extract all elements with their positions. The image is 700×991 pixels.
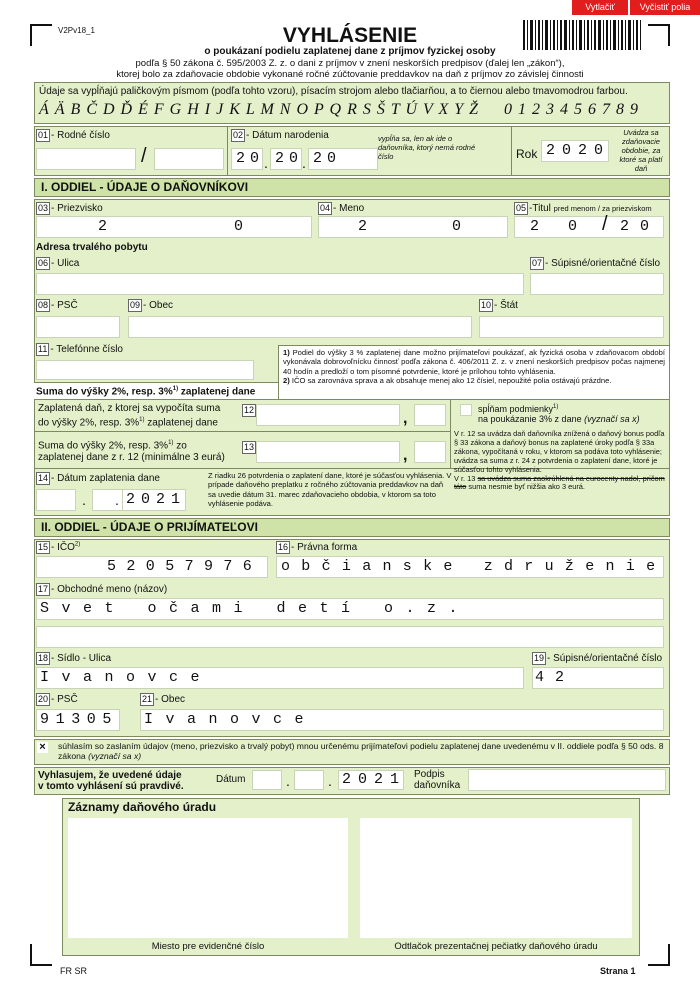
footer-left: FR SR [60,966,87,976]
digit: 2 [126,491,136,508]
conditions-label [478,402,640,424]
decimal-comma: , [403,447,408,464]
intro-line: ktorej bolo za zdaňovacie obdobie vykonané ročné zúčtovanie preddavkov na daň z príjmov zo závislej činnosti [116,69,584,80]
consent-checkbox[interactable]: × [37,742,48,753]
registration-number-area [68,818,348,938]
label-line: Zaplatená daň, z ktorej sa vypočíta suma [38,403,221,414]
char: s [402,558,412,575]
char: 5 [107,558,117,575]
title-sublabel: pred menom / za priezviskom [553,204,652,213]
field-num-03: 03 [38,203,49,213]
consent-label: súhlasím so zaslaním údajov (meno, priezvisko a trvalý pobyt) mnou určenému prijímateľovi podielu zaplatenej dane uvedenému v II. oddiele podľa § 50 ods. 8 zákona [58,741,664,761]
digit: 2 [313,150,323,167]
tax-year-hint: Uvádza sa zdaňovacie obdobie, za ktoré sa platí daň [619,128,663,173]
corner-mark [648,944,670,966]
municipality-label: - Obec [143,300,174,311]
consent-text [58,741,666,761]
birth-date-label: - Dátum narodenia [246,130,329,141]
digit: 0 [141,491,151,508]
note-marker: 2) [283,376,290,386]
char: . [448,600,458,617]
seat-municipality-label: - Obec [155,694,186,705]
digit: 0 [640,218,650,235]
char: S [40,600,50,617]
char: 5 [102,711,112,728]
char: d [504,558,514,575]
decimal-comma: , [403,410,408,427]
char: . [405,600,415,617]
char: 2 [555,669,565,686]
intro-line: podľa § 50 zákona č. 595/2003 Z. z. o dani z príjmov v znení neskorších predpisov (ďalej len „zákon“), [135,58,565,69]
dot: . [286,773,290,789]
payment-date-label: - Dátum zaplatenia dane [51,473,160,484]
char: 9 [40,711,50,728]
char: n [605,558,615,575]
digit: 0 [250,150,260,167]
digit: 0 [568,218,578,235]
char: n [208,711,218,728]
char: a [83,669,93,686]
print-button[interactable]: Vytlačiť [572,0,628,15]
char: e [443,558,453,575]
dot: . [115,492,119,508]
sum-amount-cents-input[interactable] [414,441,446,463]
field-num-14: 14 [38,473,49,483]
notes-box [278,345,670,400]
char: a [362,558,372,575]
state-input[interactable] [479,316,664,338]
first-name-label: - Meno [333,203,365,214]
payment-date-note: Z riadku 26 potvrdenia o zaplatení dane, ktoré je súčasťou vyhlásenia. V prípade daňového preplatku z ročného zúčtovania preddavkov na daň sa uvedie dátum 31. marec zdaňovacieho obdobia, v ktorom sa toto vyhlásenie podáva. [208,471,452,508]
first-name-input[interactable] [318,216,508,238]
char: 7 [223,558,233,575]
dot: . [328,773,332,789]
char: v [251,711,261,728]
char: 0 [145,558,155,575]
digit: 0 [594,142,604,159]
page-number: Strana 1 [600,966,636,976]
char: t [104,600,114,617]
seat-street-label: - Sídlo - Ulica [51,653,112,664]
dot: . [302,155,306,171]
char: o [230,711,240,728]
label-line: na poukázanie 3% z dane [478,414,582,424]
note-text: sa uvádza suma zaokrúhlená na eurocenty nadol, pričom táto [454,473,665,492]
tax-paid-cents-input[interactable] [414,404,446,426]
digit: 2 [275,150,285,167]
postcode-input[interactable] [36,316,120,338]
address-heading: Adresa trvalého pobytu [36,242,148,253]
business-name-label: - Obchodné meno (názov) [51,584,168,595]
digit: 2 [374,771,384,788]
digit: 0 [234,218,244,235]
char: i [625,558,635,575]
declaration-line: v tomto vyhlásení sú pravdivé. [38,781,184,792]
char: u [544,558,554,575]
char: č [169,600,179,617]
char: c [169,669,179,686]
conditions-checkbox[interactable] [460,404,472,416]
char: b [301,558,311,575]
field-num-11: 11 [38,344,48,354]
digit: 0 [452,218,462,235]
char: c [273,711,283,728]
char: o [281,558,291,575]
birth-date-hint: vypĺňa sa, len ak ide o daňovníka, ktorý nemá rodné číslo [378,134,476,161]
char: 0 [86,711,96,728]
digit: 2 [620,218,630,235]
sample-box [34,82,670,124]
label-line: spĺňam podmienky [478,404,554,414]
char: e [585,558,595,575]
sum-amount-euros-input[interactable] [256,441,400,463]
char: 5 [165,558,175,575]
birth-number-part1[interactable] [36,148,136,170]
char: 1 [55,711,65,728]
field-num-09: 09 [130,300,141,310]
char: o [384,600,394,617]
payment-day-input[interactable] [36,489,76,511]
footnote-ref: 1) [553,404,559,410]
sign-date-label: Dátum [216,774,246,785]
field-num-20: 20 [38,694,49,704]
char: a [190,600,200,617]
sign-month-input[interactable] [294,770,324,790]
house-number-input[interactable] [530,273,664,295]
note-text: V r. 13 [454,473,476,483]
digit: 2 [156,491,166,508]
field-num-21: 21 [142,694,153,704]
digit: 0 [327,150,337,167]
field-num-07: 07 [532,258,543,268]
char: ž [564,558,574,575]
char: č [321,558,331,575]
digit: 2 [530,218,540,235]
phone-input[interactable] [36,360,254,380]
label-line: Suma do výšky 2%, resp. 3% [38,440,169,452]
field-num-15: 15 [38,542,49,552]
char: d [276,600,286,617]
char: 3 [71,711,81,728]
field-num-13: 13 [244,442,255,452]
seat-number-label: - Súpisné/orientačné číslo [547,653,663,664]
note-text: suma nesmie byť nižšia ako 3 eurá. [468,482,585,492]
char: i [233,600,243,617]
field-num-18: 18 [38,653,49,663]
birth-number-label: - Rodné číslo [51,130,110,141]
field-num-02: 02 [233,130,244,140]
sum-amount-label [38,437,225,464]
digit: 2 [98,218,108,235]
surname-input[interactable] [36,216,312,238]
corner-mark [30,944,52,966]
char: e [294,711,304,728]
seat-municipality-input[interactable] [140,709,664,731]
footnote-ref: 1) [139,416,145,423]
sum-heading-2: zaplatenej dane [180,386,256,398]
char: e [298,600,308,617]
note-2: IČO sa zarovnáva sprava a ak obsahuje menej ako 12 čísiel, nepoužité polia ostávajú prázdne. [291,376,612,386]
title-slash: / [602,213,608,235]
consent-hint: (vyznačí sa x) [88,751,142,761]
form-code: V2Pv18_1 [58,26,95,35]
char: o [147,600,157,617]
field-num-06: 06 [38,258,49,268]
char: I [144,711,154,728]
char: i [341,558,351,575]
declaration-line: Vyhlasujem, že uvedené údaje [38,770,182,781]
char: 2 [126,558,136,575]
title-label: -Titul [529,203,551,214]
char: 6 [242,558,252,575]
footnote-ref: 1) [168,440,174,446]
note-marker: 1) [283,348,290,357]
field-num-12: 12 [244,405,255,415]
registration-number-label: Miesto pre evidenčné číslo [151,941,265,952]
ico-label: - IČO [51,542,75,553]
label-line: (vyznačí sa x) [584,414,640,424]
digit: 2 [236,150,246,167]
street-label: - Ulica [51,258,80,269]
phone-label: - Telefónne číslo [50,344,123,355]
char: 9 [204,558,214,575]
field-num-08: 08 [38,300,49,310]
footnote-ref: 2) [74,541,81,548]
label-line: zaplatenej dane [147,416,218,428]
char: v [61,669,71,686]
digit: 0 [289,150,299,167]
tax-paid-euros-input[interactable] [256,404,400,426]
char: z [483,558,493,575]
declaration [38,770,184,792]
field-num-04: 04 [320,203,331,213]
seat-postcode-label: - PSČ [51,694,78,705]
surname-label: - Priezvisko [51,203,103,214]
legal-form-label: - Právna forma [291,542,358,553]
field-num-17: 17 [38,584,49,594]
instructions: Údaje sa vypĺňajú paličkovým písmom (podľa tohto vzoru), písacím strojom alebo tlačiarňou, a to čiernou alebo tmavomodrou farbou. [39,86,628,97]
char: í [341,600,351,617]
postcode-label: - PSČ [51,300,78,311]
char: v [61,600,71,617]
char: I [40,669,50,686]
house-number-label: - Súpisné/orientačné číslo [545,258,661,269]
char: n [382,558,392,575]
label-line: do výšky 2%, resp. 3% [38,416,140,428]
char: e [190,669,200,686]
tax-paid-label [38,403,220,428]
char: r [524,558,534,575]
signature-label [414,769,460,791]
field-num-10: 10 [481,300,492,310]
char: e [83,600,93,617]
label-line: zo [176,440,187,452]
stamp-label: Odtlačok prezentačnej pečiatky daňového úradu [394,941,598,952]
stamp-area [360,818,632,938]
signature-field[interactable] [468,769,666,791]
year-label: Rok [516,147,538,161]
business-name-input-line2[interactable] [36,626,664,648]
char: e [646,558,656,575]
digit: 0 [562,142,572,159]
row-12-note [454,430,668,492]
birth-number-part2[interactable] [154,148,224,170]
char: 7 [184,558,194,575]
footnote-ref: 1) [172,386,179,392]
char: o [126,669,136,686]
note-1: Podiel do výšky 3 % zaplatenej dane možno prijímateľovi poukázať, ak fyzická osoba v zdaňovacom období vykonávala dobrovoľnícku činnosť podľa zákona č. 406/2011 Z. z. v znení neskorších predpisov počas najmenej 40 hodín a predloží o tom písomné potvrdenie, ktoré je prílohou tohto vyhlásenia. [283,348,665,376]
sign-day-input[interactable] [252,770,282,790]
char: m [212,600,222,617]
char: t [319,600,329,617]
sum-heading: Suma do výšky 2%, resp. 3% [36,386,173,398]
municipality-input[interactable] [128,316,472,338]
dot: . [82,492,86,508]
label-line: daňovníka [414,780,461,791]
char: k [423,558,433,575]
subtitle: o poukázaní podielu zaplatenej dane z príjmov fyzickej osoby [204,46,496,57]
digit: 1 [171,491,181,508]
field-num-01: 01 [38,130,49,140]
street-input[interactable] [36,273,524,295]
section-1-header: I. ODDIEL - ÚDAJE O DAŇOVNÍKOVI [34,178,670,197]
field-num-05: 05 [516,203,527,213]
slash-separator: / [141,145,147,167]
page-title: VYHLÁSENIE [282,24,418,47]
digit: 0 [358,771,368,788]
digit: 2 [546,142,556,159]
char: 4 [535,669,545,686]
sample-letters: Á Ä B Č D Ď É F G H I J K L M N O P Q R S Š T Ú V X Y Ž 0 1 2 3 4 5 6 7 8 9 [39,101,640,118]
state-label: - Štát [494,300,518,311]
char: n [104,669,114,686]
note-text: V r. 12 sa uvádza daň daňovníka znížená o daňový bonus podľa § 33 zákona a daňový bonus na zaplatené úroky podľa § 33a zákona, vypočítaná v roku, v ktorom sa podáva toto vyhlásenie; uvádza sa suma z r. 24 z potvrdenia o zaplatení dane, ktoré je súčasťou tohto vyhlásenia. [454,429,665,474]
digit: 2 [358,218,368,235]
field-num-16: 16 [278,542,289,552]
char: v [147,669,157,686]
label-line: zaplatenej dane z r. 12 (minimálne 3 eurá) [38,452,225,464]
section-2-header: II. ODDIEL - ÚDAJE O PRIJÍMATEĽOVI [34,518,670,537]
char: v [165,711,175,728]
clear-fields-button[interactable]: Vyčistiť polia [630,0,700,15]
field-num-19: 19 [534,653,545,663]
label-line: Podpis [414,769,445,780]
seat-number-input[interactable] [532,667,664,689]
dot: . [264,155,268,171]
char: a [187,711,197,728]
char: z [427,600,437,617]
digit: 2 [342,771,352,788]
digit: 1 [390,771,400,788]
records-heading: Záznamy daňového úradu [68,800,217,814]
digit: 2 [578,142,588,159]
